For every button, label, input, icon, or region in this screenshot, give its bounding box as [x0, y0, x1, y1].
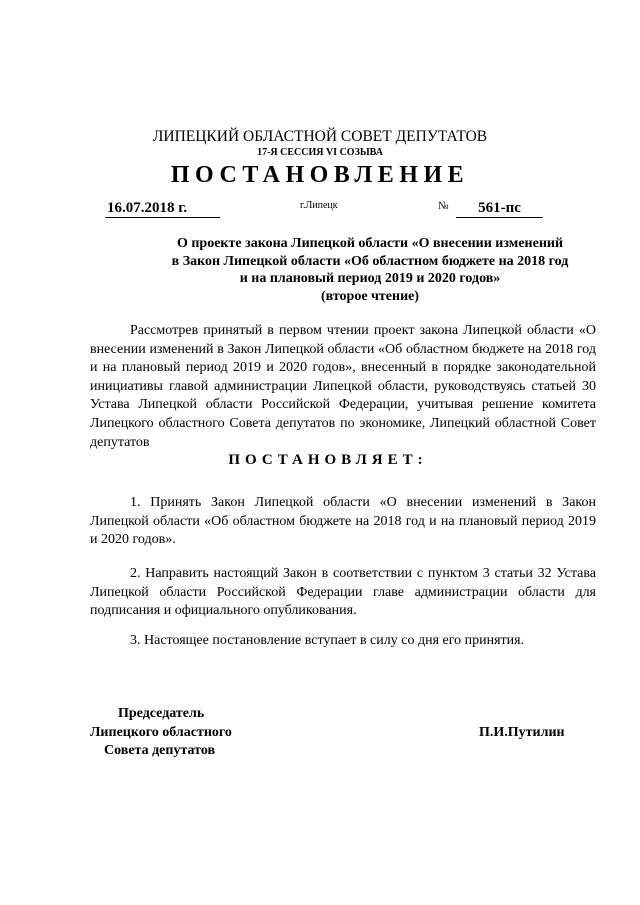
- subject-line: О проекте закона Липецкой области «О внесении изменений: [176, 236, 564, 251]
- subject-line: в Закон Липецкой области «Об областном бюджете на 2018 год: [171, 253, 569, 269]
- signatory-name: П.И.Путилин: [479, 725, 565, 740]
- organization-name: ЛИПЕЦКИЙ ОБЛАСТНОЙ СОВЕТ ДЕПУТАТОВ: [152, 128, 488, 145]
- preamble-paragraph: Рассмотрев принятый в первом чтении проект закона Липецкой области «О внесении изменений в Закон Липецкой области «Об областном бюджете на 2018 год и на плановый период 2019 и 2020 годов», внесенный в порядке законодательной инициативы главой администрации Липецкой области, руководствуясь статьей 30 Устава Липецкой области Российской Федерации, учитывая решение комитета Липецкого областного Совета депутатов по экономике, Липецкий областной Совет депутатов: [90, 323, 596, 450]
- signatory-title: [90, 705, 232, 761]
- number-sign: №: [438, 200, 449, 212]
- resolution-item-2: 2. Направить настоящий Закон в соответствии с пунктом 3 статьи 32 Устава Липецкой области Российской Федерации главе администрации области для подписания и официального опубликования.: [90, 566, 596, 619]
- subject-reading-note: (второе чтение): [320, 288, 420, 304]
- resolution-item-1: 1. Принять Закон Липецкой области «О внесении изменений в Закон Липецкой области «Об областном бюджете на 2018 год и на плановый период 2019 и 2020 годов».: [90, 495, 596, 548]
- resolution-item-3: 3. Настоящее постановление вступает в силу со дня его принятия.: [130, 633, 525, 648]
- document-number: 561-пс: [456, 199, 543, 218]
- document-subject: [100, 235, 640, 305]
- signatory-title-line: Липецкого областного: [90, 724, 232, 740]
- document-type-title: ПОСТАНОВЛЕНИЕ: [170, 162, 470, 188]
- signatory-title-line: Совета депутатов: [104, 743, 216, 758]
- signatory-title-line: Председатель: [118, 706, 205, 721]
- document-date: 16.07.2018 г.: [105, 199, 220, 218]
- subject-line: и на плановый период 2019 и 2020 годов»: [239, 271, 501, 286]
- resolves-heading: ПОСТАНОВЛЯЕТ:: [228, 452, 428, 468]
- document-city: г.Липецк: [300, 200, 338, 211]
- session-label: 17-Я СЕССИЯ VI СОЗЫВА: [257, 147, 383, 158]
